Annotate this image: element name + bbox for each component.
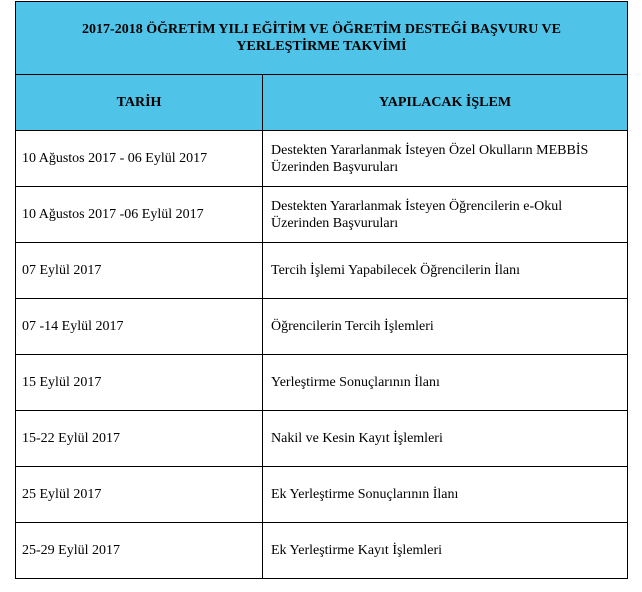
action-cell: Destekten Yararlanmak İsteyen Özel Okulların MEBBİS Üzerinden Başvuruları — [263, 131, 628, 187]
date-cell: 07 Eylül 2017 — [16, 243, 263, 299]
header-row — [16, 75, 628, 131]
action-cell: Nakil ve Kesin Kayıt İşlemleri — [263, 411, 628, 467]
action-cell: Öğrencilerin Tercih İşlemleri — [263, 299, 628, 355]
action-cell: Ek Yerleştirme Sonuçlarının İlanı — [263, 467, 628, 523]
header-action: YAPILACAK İŞLEM — [263, 75, 628, 131]
title-row — [16, 2, 628, 75]
date-cell: 15-22 Eylül 2017 — [16, 411, 263, 467]
table-row — [16, 411, 628, 467]
table-row — [16, 355, 628, 411]
schedule-table — [15, 1, 628, 579]
header-date: TARİH — [16, 75, 263, 131]
table-row — [16, 243, 628, 299]
table-row — [16, 467, 628, 523]
date-cell: 15 Eylül 2017 — [16, 355, 263, 411]
action-cell: Ek Yerleştirme Kayıt İşlemleri — [263, 523, 628, 579]
date-cell: 10 Ağustos 2017 -06 Eylül 2017 — [16, 187, 263, 243]
table-row — [16, 131, 628, 187]
date-cell: 10 Ağustos 2017 - 06 Eylül 2017 — [16, 131, 263, 187]
action-cell: Yerleştirme Sonuçlarının İlanı — [263, 355, 628, 411]
date-cell: 25 Eylül 2017 — [16, 467, 263, 523]
action-cell: Tercih İşlemi Yapabilecek Öğrencilerin İlanı — [263, 243, 628, 299]
date-cell: 07 -14 Eylül 2017 — [16, 299, 263, 355]
table-row — [16, 523, 628, 579]
table-row — [16, 187, 628, 243]
table-row — [16, 299, 628, 355]
schedule-document — [15, 1, 627, 579]
table-title: 2017-2018 ÖĞRETİM YILI EĞİTİM VE ÖĞRETİM DESTEĞİ BAŞVURU VE YERLEŞTİRME TAKVİMİ — [16, 2, 628, 75]
action-cell: Destekten Yararlanmak İsteyen Öğrencilerin e-Okul Üzerinden Başvuruları — [263, 187, 628, 243]
date-cell: 25-29 Eylül 2017 — [16, 523, 263, 579]
